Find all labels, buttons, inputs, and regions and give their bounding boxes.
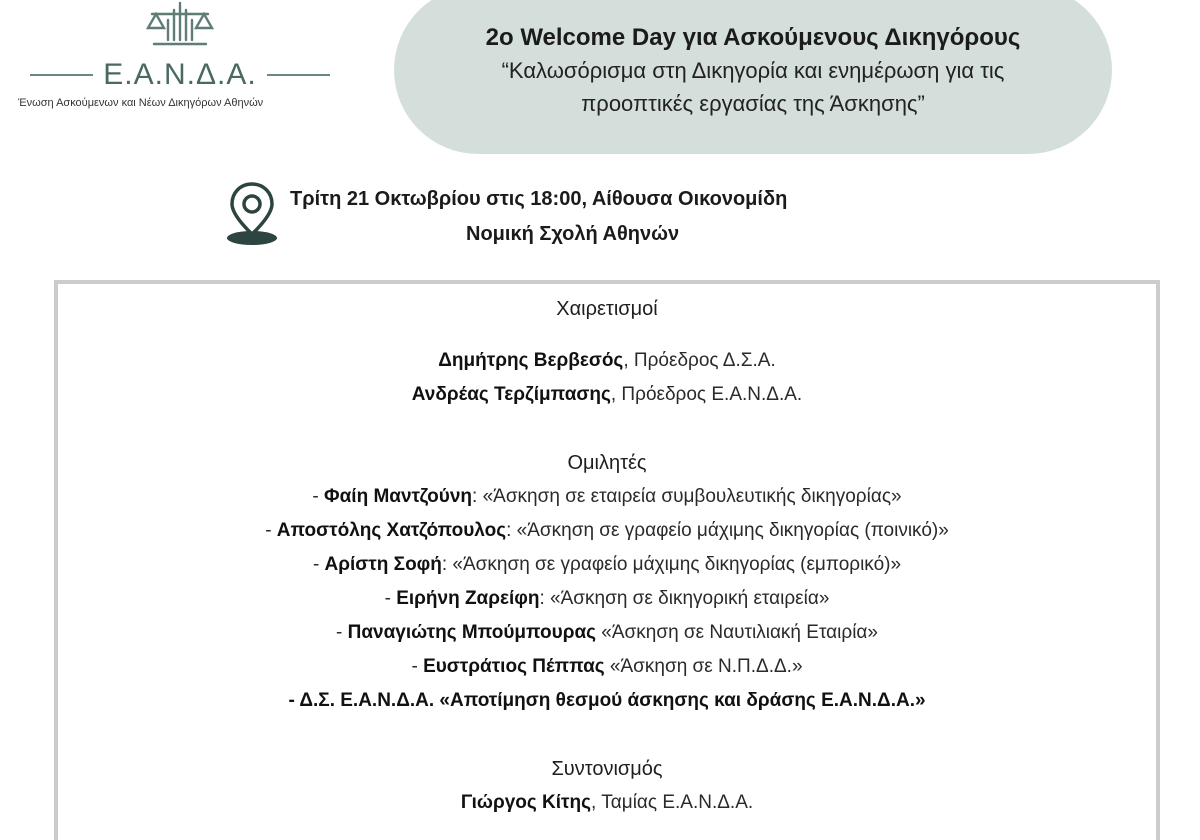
coordinator-line [58, 792, 1156, 814]
speaker-line [58, 554, 1156, 576]
speaker-topic: : «Άσκηση σε δικηγορική εταιρεία» [539, 588, 830, 609]
greeting-line [58, 384, 1156, 406]
speaker-dash: - [336, 622, 348, 643]
organization-full-name: Ένωση Ασκούμενων και Νέων Δικηγόρων Αθηνών [18, 97, 264, 109]
scales-of-justice-icon [144, 0, 216, 48]
speaker-name: Αποστόλης Χατζόπουλος [276, 520, 507, 541]
coordinator-role: , Ταμίας Ε.Α.Ν.Δ.Α. [591, 792, 754, 813]
speaker-line [58, 622, 1156, 644]
coordinator-name: Γιώργος Κίτης [460, 792, 592, 813]
speaker-line [58, 656, 1156, 678]
speaker-topic: «Άσκηση σε Ν.Π.Δ.Δ.» [604, 656, 803, 677]
event-subtitle-line-1: “Καλωσόρισμα στη Δικηγορία και ενημέρωση για τις [501, 58, 1005, 83]
organization-logo [0, 0, 360, 130]
event-title: 2ο Welcome Day για Ασκούμενους Δικηγόρους [485, 24, 1021, 51]
location-pin-icon [226, 180, 282, 250]
speaker-topic: : «Άσκηση σε γραφείο μάχιμης δικηγορίας (εμπορικό)» [441, 554, 902, 575]
speaker-dash: - [411, 656, 424, 677]
coordination-heading: Συντονισμός [551, 758, 663, 780]
speaker-name: Φαίη Μαντζούνη [324, 486, 473, 507]
program-box [54, 280, 1160, 840]
event-date-time-venue: Τρίτη 21 Οκτωβρίου στις 18:00, Αίθουσα Οικονομίδη [290, 188, 788, 210]
speaker-name: Αρίστη Σοφή [324, 554, 442, 575]
greeting-name: Δημήτρης Βερβεσός [438, 350, 624, 371]
speaker-name: Παναγιώτης Μπούμπουρας [347, 622, 597, 643]
speaker-name: Ευστράτιος Πέππας [423, 656, 605, 677]
event-location: Νομική Σχολή Αθηνών [466, 223, 680, 245]
speaker-dash: - [312, 554, 325, 575]
event-venue [226, 180, 986, 250]
greeting-role: , Πρόεδρος Ε.Α.Ν.Δ.Α. [610, 384, 803, 405]
speaker-line [58, 486, 1156, 508]
title-banner-text [394, 22, 1112, 120]
event-subtitle-line-2: προοπτικές εργασίας της Άσκησης” [581, 91, 925, 116]
speakers-heading: Ομιλητές [567, 452, 647, 474]
speaker-dash: - [312, 486, 325, 507]
speaker-dash: - [384, 588, 397, 609]
greeting-name: Ανδρέας Τερζίμπασης [411, 384, 611, 405]
greeting-line [58, 350, 1156, 372]
speaker-line [58, 520, 1156, 542]
greetings-heading: Χαιρετισμοί [556, 298, 658, 320]
speaker-dash: - [265, 520, 277, 541]
board-presentation-line: - Δ.Σ. Ε.Α.Ν.Δ.Α. «Αποτίμηση θεσμού άσκησης και δράσης Ε.Α.Ν.Δ.Α.» [288, 690, 926, 711]
speaker-topic: : «Άσκηση σε εταιρεία συμβουλευτικής δικηγορίας» [472, 486, 902, 507]
speaker-line [58, 588, 1156, 610]
greeting-role: , Πρόεδρος Δ.Σ.Α. [623, 350, 776, 371]
speaker-name: Ειρήνη Ζαρείφη [396, 588, 540, 609]
logo-divider-right [267, 74, 330, 76]
speaker-topic: : «Άσκηση σε γραφείο μάχιμης δικηγορίας (ποινικό)» [506, 520, 949, 541]
organization-name: Ε.Α.Ν.Δ.Α. [103, 58, 257, 91]
speaker-topic: «Άσκηση σε Ναυτιλιακή Εταιρία» [596, 622, 878, 643]
logo-divider-left [30, 74, 93, 76]
